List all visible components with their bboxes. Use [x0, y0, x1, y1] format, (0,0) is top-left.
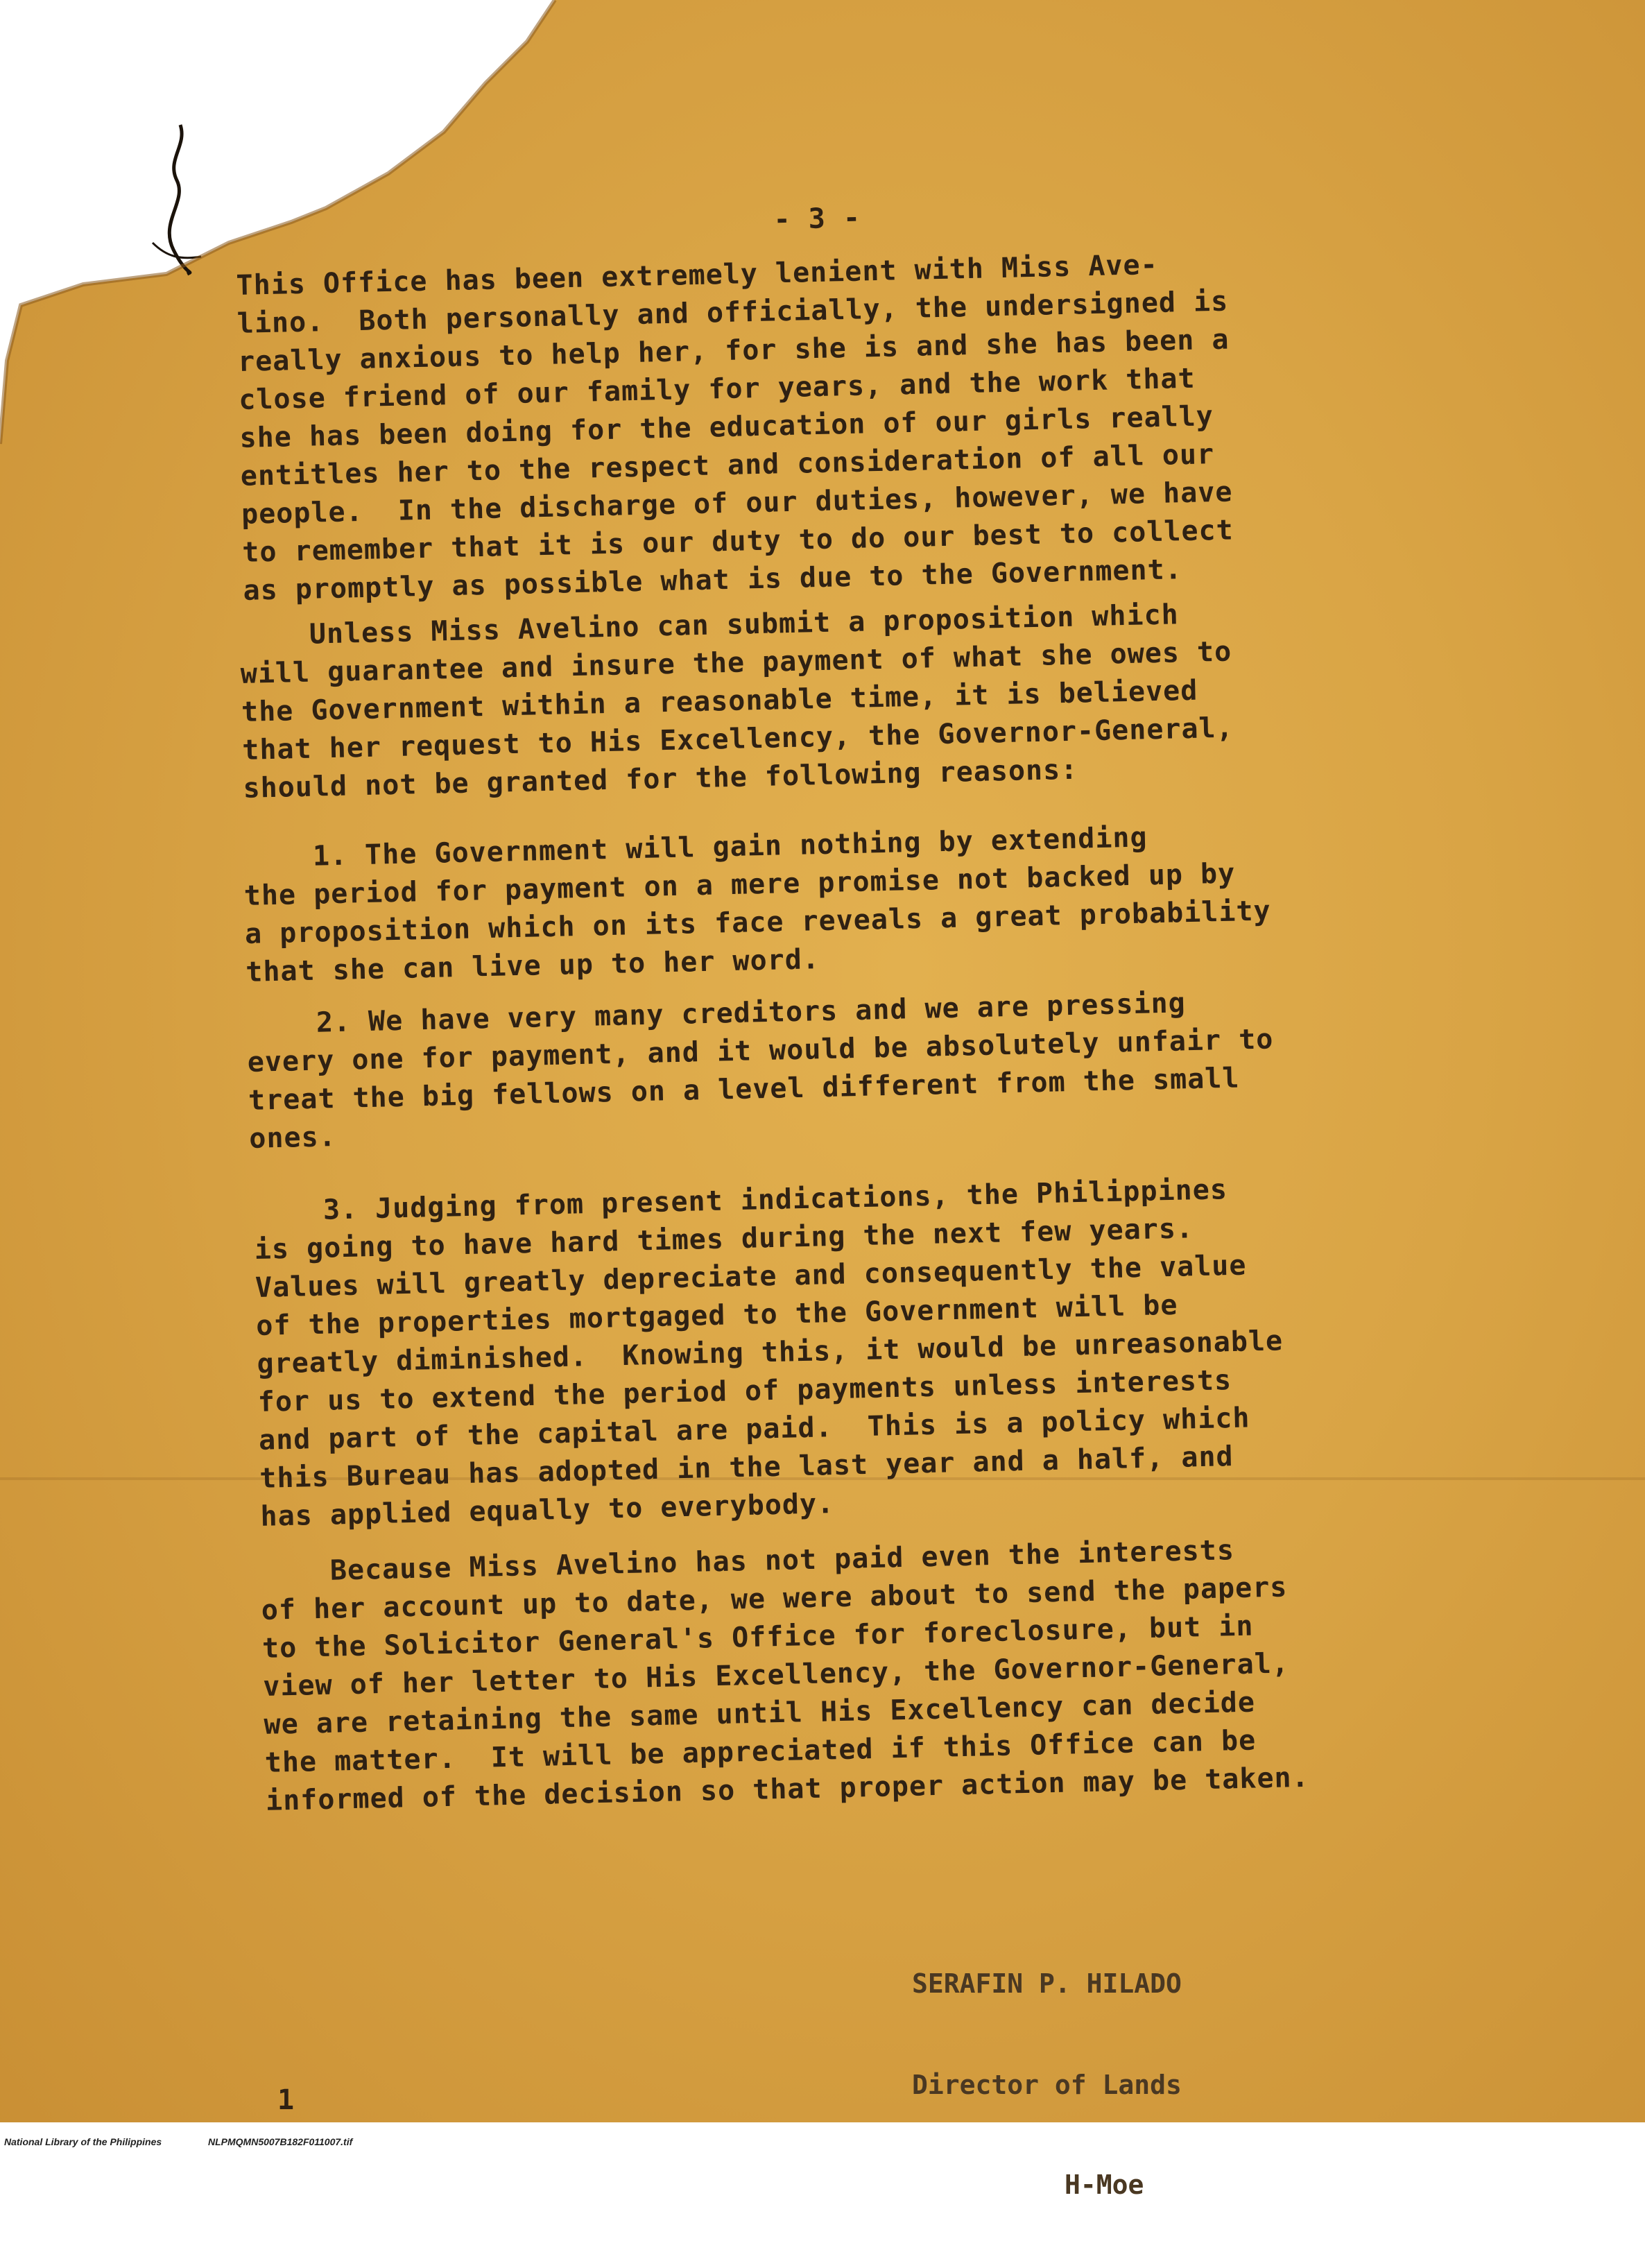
page-number: - 3 -: [773, 202, 861, 236]
signatory-title: Director of Lands: [912, 2070, 1182, 2100]
paragraph-proposition: Unless Miss Avelino can submit a proposition which will guarantee and insure the payment of what she owes to the Government within a reasonable time, it is believed that her request to His Excellency, the Governor-General, should not be granted for the following reasons:: [239, 599, 1234, 805]
archive-file-id: NLPMQMN5007B182F011007.tif: [208, 2136, 353, 2147]
paragraph-reason-3: 3. Judging from present indications, the Philippines is going to have hard times during the next few years. Values will greatly depreciate and consequently the value of the properties mortgaged to the Government will be greatly diminished. Knowing this, it would be unreasonable for us to extend the period of payments unless interests and part of the capital are paid. This is a policy which this Bureau has adopted in the last year and a half, and has applied equally to everybody.: [253, 1174, 1284, 1533]
margin-mark: 1: [277, 2084, 295, 2116]
signatory-name: SERAFIN P. HILADO: [912, 1968, 1182, 1999]
paragraph-leniency: This Office has been extremely lenient with Miss Ave- lino. Both personally and officially, the undersigned is really anxious to help her, for she is and she has been a close friend of our family for years, and the work that she has been doing for the education of our girls really entitles her to the respect and consideration of all our people. In the discharge of our duties, however, we have to remember that it is our duty to do our best to collect as promptly as possible what is due to the Government.: [236, 248, 1234, 607]
reference-initials: H-Moe: [1065, 2170, 1144, 2200]
paragraph-reason-2: 2. We have very many creditors and we are pressing every one for payment, and it would be absolutely unfair to treat the big fellows on a level different from the small ones.: [246, 987, 1274, 1155]
torn-corner-ink-mark: [139, 118, 222, 277]
archive-footer: [0, 2122, 1645, 2154]
paragraph-foreclosure: Because Miss Avelino has not paid even the interests of her account up to date, we were about to send the papers to the Solicitor General's Office for foreclosure, but in view of her letter to His Excellency, the Governor-General, we are retaining the same until His Excellency can decide the matter. It will be appreciated if this Office can be informed of the decision so that proper action may be taken.: [260, 1534, 1310, 1817]
signature-block: [912, 1900, 1182, 2268]
paragraph-reason-1: 1. The Government will gain nothing by extending the period for payment on a mere promise not backed up by a proposition which on its face reveals a great probability that she can live up to her word.: [243, 821, 1272, 988]
archive-name: National Library of the Philippines: [4, 2136, 162, 2147]
